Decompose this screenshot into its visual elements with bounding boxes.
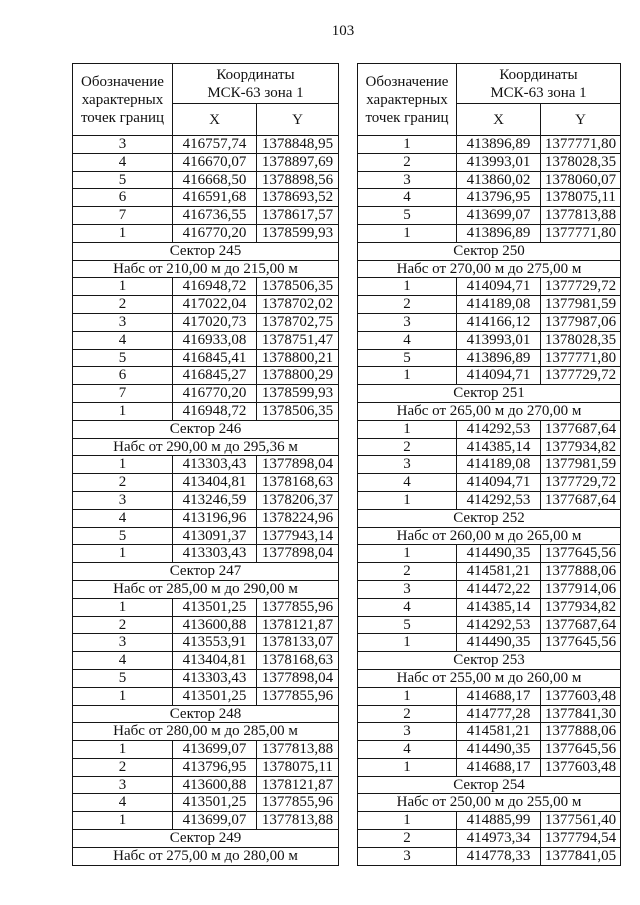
point-number: 7 [73,207,172,224]
coordinate-x: 414292,53 [457,492,540,509]
coordinate-x: 413699,07 [457,207,540,224]
height-range: Набс от 280,00 м до 285,00 м [73,723,338,740]
coordinate-x: 413896,89 [457,225,540,242]
coordinate-x: 413196,96 [173,510,256,527]
coordinate-y: 1378224,96 [257,510,338,527]
point-number: 2 [358,563,456,580]
coordinate-y: 1378121,87 [257,617,338,634]
coordinate-y: 1377813,88 [257,812,338,829]
coordinate-y: 1378848,95 [257,136,338,153]
coordinate-y: 1377687,64 [541,492,620,509]
coordinate-x: 416736,55 [173,207,256,224]
coordinate-x: 413796,95 [173,759,256,776]
coordinate-y: 1377898,04 [257,456,338,473]
coordinate-x: 417020,73 [173,314,256,331]
coordinate-x: 414385,14 [457,599,540,616]
coordinate-x: 413091,37 [173,528,256,545]
coordinate-x: 416770,20 [173,385,256,402]
point-number: 1 [358,225,456,242]
height-range: Набс от 260,00 м до 265,00 м [358,528,620,545]
point-number: 4 [358,741,456,758]
coordinate-x: 413501,25 [173,688,256,705]
coordinate-x: 413501,25 [173,794,256,811]
header-y: Y [541,104,620,135]
coordinate-x: 414688,17 [457,688,540,705]
header-point-designation [358,64,456,135]
header-coordinates [457,64,620,103]
point-number: 4 [73,332,172,349]
point-number: 1 [358,688,456,705]
point-number: 2 [73,474,172,491]
point-number: 1 [358,492,456,509]
coordinate-y: 1378028,35 [541,332,620,349]
point-number: 3 [73,136,172,153]
coordinate-y: 1378751,47 [257,332,338,349]
coordinate-y: 1377914,06 [541,581,620,598]
point-number: 1 [358,812,456,829]
coordinate-x: 413896,89 [457,136,540,153]
coordinate-y: 1377794,54 [541,830,620,847]
coordinate-y: 1377771,80 [541,136,620,153]
height-range: Набс от 250,00 м до 255,00 м [358,794,620,811]
coordinate-y: 1377981,59 [541,456,620,473]
coordinate-x: 414973,34 [457,830,540,847]
coordinate-x: 413600,88 [173,617,256,634]
point-number: 3 [73,634,172,651]
coordinate-y: 1377855,96 [257,599,338,616]
coordinate-y: 1377888,06 [541,563,620,580]
point-number: 3 [73,492,172,509]
header-coordinate-system: МСК-63 зона 1 [490,84,587,101]
coordinate-x: 416845,41 [173,350,256,367]
point-number: 3 [358,172,456,189]
coordinate-y: 1377771,80 [541,350,620,367]
sector-title: Сектор 253 [358,652,620,669]
height-range: Набс от 265,00 м до 270,00 м [358,403,620,420]
coordinate-x: 416591,68 [173,189,256,206]
coordinate-y: 1377687,64 [541,617,620,634]
coordinate-y: 1377603,48 [541,759,620,776]
coordinate-x: 414777,28 [457,706,540,723]
point-number: 5 [358,350,456,367]
point-number: 2 [358,439,456,456]
page-number: 103 [331,23,355,39]
coordinate-y: 1378506,35 [257,278,338,295]
coordinate-y: 1377771,80 [541,225,620,242]
coordinate-y: 1377729,72 [541,367,620,384]
coordinate-y: 1378898,56 [257,172,338,189]
point-number: 1 [358,545,456,562]
point-number: 3 [358,723,456,740]
coordinate-x: 414581,21 [457,563,540,580]
header-coordinates [173,64,338,103]
coordinate-y: 1378800,21 [257,350,338,367]
coordinate-x: 414094,71 [457,367,540,384]
coordinate-x: 413993,01 [457,154,540,171]
point-number: 2 [73,617,172,634]
coordinate-x: 414292,53 [457,421,540,438]
coordinate-y: 1377645,56 [541,634,620,651]
coordinate-y: 1377729,72 [541,474,620,491]
coordinate-y: 1378206,37 [257,492,338,509]
coordinate-y: 1377934,82 [541,599,620,616]
coordinate-x: 414385,14 [457,439,540,456]
coordinate-y: 1378060,07 [541,172,620,189]
coordinate-x: 413404,81 [173,652,256,669]
height-range: Набс от 285,00 м до 290,00 м [73,581,338,598]
point-number: 4 [358,189,456,206]
coordinate-y: 1377898,04 [257,670,338,687]
coordinate-y: 1377645,56 [541,545,620,562]
point-number: 2 [358,296,456,313]
coordinate-x: 414472,22 [457,581,540,598]
coordinate-x: 413303,43 [173,456,256,473]
coordinate-y: 1377561,40 [541,812,620,829]
coordinate-x: 414292,53 [457,617,540,634]
coordinate-y: 1378702,75 [257,314,338,331]
coordinate-x: 413246,59 [173,492,256,509]
point-number: 3 [358,848,456,865]
point-number: 1 [73,688,172,705]
coordinate-x: 416670,07 [173,154,256,171]
point-number: 5 [73,528,172,545]
coordinate-x: 413404,81 [173,474,256,491]
coordinate-y: 1377934,82 [541,439,620,456]
point-number: 1 [358,136,456,153]
point-number: 5 [73,172,172,189]
coordinate-y: 1377943,14 [257,528,338,545]
point-number: 4 [358,599,456,616]
sector-title: Сектор 252 [358,510,620,527]
coordinate-y: 1378897,69 [257,154,338,171]
point-number: 5 [73,670,172,687]
header-point-designation-line: характерных [81,91,164,108]
point-number: 3 [73,314,172,331]
coordinate-y: 1378599,93 [257,225,338,242]
point-number: 1 [73,403,172,420]
coordinate-y: 1377813,88 [257,741,338,758]
point-number: 1 [358,367,456,384]
height-range: Набс от 255,00 м до 260,00 м [358,670,620,687]
coordinate-y: 1378121,87 [257,777,338,794]
header-x: X [173,104,256,135]
coordinate-y: 1377729,72 [541,278,620,295]
coordinate-x: 414490,35 [457,741,540,758]
point-number: 1 [73,741,172,758]
height-range: Набс от 210,00 м до 215,00 м [73,261,338,278]
point-number: 6 [73,189,172,206]
coordinate-y: 1377888,06 [541,723,620,740]
coordinate-x: 414189,08 [457,456,540,473]
coordinate-y: 1377603,48 [541,688,620,705]
coordinate-x: 416757,74 [173,136,256,153]
coordinate-y: 1377855,96 [257,688,338,705]
coordinate-x: 414094,71 [457,278,540,295]
point-number: 4 [73,154,172,171]
height-range: Набс от 290,00 м до 295,36 м [73,439,338,456]
point-number: 1 [73,278,172,295]
coordinate-x: 416948,72 [173,278,256,295]
header-point-designation-line: точек границ [80,109,165,126]
header-x: X [457,104,540,135]
coordinate-y: 1378702,02 [257,296,338,313]
coordinate-y: 1378075,11 [257,759,338,776]
coordinate-x: 414778,33 [457,848,540,865]
coordinate-x: 413699,07 [173,812,256,829]
coordinate-y: 1378133,07 [257,634,338,651]
coordinate-y: 1377645,56 [541,741,620,758]
coordinate-x: 414688,17 [457,759,540,776]
point-number: 1 [358,421,456,438]
header-point-designation-line: Обозначение [365,73,449,90]
sector-title: Сектор 249 [73,830,338,847]
coordinate-x: 414581,21 [457,723,540,740]
height-range: Набс от 275,00 м до 280,00 м [73,848,338,865]
point-number: 3 [358,314,456,331]
coordinate-y: 1377855,96 [257,794,338,811]
sector-title: Сектор 245 [73,243,338,260]
coordinate-x: 413796,95 [457,189,540,206]
coordinate-x: 416668,50 [173,172,256,189]
coordinates-table-right [357,63,621,866]
point-number: 1 [73,225,172,242]
point-number: 1 [73,812,172,829]
coordinate-x: 413600,88 [173,777,256,794]
header-coordinates-title: Координаты [216,66,295,83]
coordinate-x: 416933,08 [173,332,256,349]
point-number: 4 [73,510,172,527]
coordinate-y: 1378800,29 [257,367,338,384]
point-number: 2 [358,830,456,847]
coordinate-y: 1378075,11 [541,189,620,206]
coordinate-y: 1377813,88 [541,207,620,224]
point-number: 4 [73,794,172,811]
header-coordinate-system: МСК-63 зона 1 [207,84,304,101]
header-point-designation-line: Обозначение [81,73,164,90]
sector-title: Сектор 254 [358,777,620,794]
coordinate-x: 413553,91 [173,634,256,651]
point-number: 2 [358,154,456,171]
header-y: Y [257,104,338,135]
point-number: 1 [358,278,456,295]
coordinate-x: 414094,71 [457,474,540,491]
point-number: 5 [358,207,456,224]
point-number: 4 [358,474,456,491]
sector-title: Сектор 250 [358,243,620,260]
coordinate-x: 414166,12 [457,314,540,331]
point-number: 2 [73,296,172,313]
point-number: 4 [358,332,456,349]
coordinate-y: 1377981,59 [541,296,620,313]
coordinate-y: 1378599,93 [257,385,338,402]
height-range: Набс от 270,00 м до 275,00 м [358,261,620,278]
coordinate-x: 413860,02 [457,172,540,189]
coordinate-x: 416770,20 [173,225,256,242]
point-number: 1 [358,759,456,776]
coordinate-x: 413993,01 [457,332,540,349]
coordinates-table-left [72,63,339,866]
sector-title: Сектор 246 [73,421,338,438]
point-number: 1 [73,456,172,473]
coordinate-y: 1378168,63 [257,652,338,669]
point-number: 5 [73,350,172,367]
point-number: 2 [358,706,456,723]
header-point-designation-line: точек границ [365,109,449,126]
point-number: 5 [358,617,456,634]
point-number: 4 [73,652,172,669]
coordinate-y: 1377841,05 [541,848,620,865]
point-number: 3 [358,581,456,598]
coordinate-y: 1378028,35 [541,154,620,171]
coordinate-x: 414885,99 [457,812,540,829]
coordinate-x: 416845,27 [173,367,256,384]
coordinate-x: 413896,89 [457,350,540,367]
coordinate-y: 1378693,52 [257,189,338,206]
header-point-designation-line: характерных [366,91,448,108]
header-coordinates-title: Координаты [499,66,578,83]
coordinate-y: 1377687,64 [541,421,620,438]
coordinate-x: 413303,43 [173,670,256,687]
sector-title: Сектор 247 [73,563,338,580]
sector-title: Сектор 248 [73,706,338,723]
coordinate-x: 413303,43 [173,545,256,562]
point-number: 2 [73,759,172,776]
coordinate-x: 413699,07 [173,741,256,758]
coordinate-x: 416948,72 [173,403,256,420]
header-point-designation [73,64,172,135]
sector-title: Сектор 251 [358,385,620,402]
coordinate-y: 1377898,04 [257,545,338,562]
point-number: 1 [73,545,172,562]
coordinate-y: 1377841,30 [541,706,620,723]
point-number: 3 [358,456,456,473]
coordinate-x: 417022,04 [173,296,256,313]
point-number: 1 [358,634,456,651]
point-number: 1 [73,599,172,616]
coordinate-y: 1377987,06 [541,314,620,331]
coordinate-y: 1378506,35 [257,403,338,420]
coordinate-x: 414490,35 [457,545,540,562]
coordinate-x: 413501,25 [173,599,256,616]
point-number: 6 [73,367,172,384]
coordinate-y: 1378168,63 [257,474,338,491]
coordinate-x: 414490,35 [457,634,540,651]
point-number: 3 [73,777,172,794]
coordinate-x: 414189,08 [457,296,540,313]
point-number: 7 [73,385,172,402]
coordinate-y: 1378617,57 [257,207,338,224]
